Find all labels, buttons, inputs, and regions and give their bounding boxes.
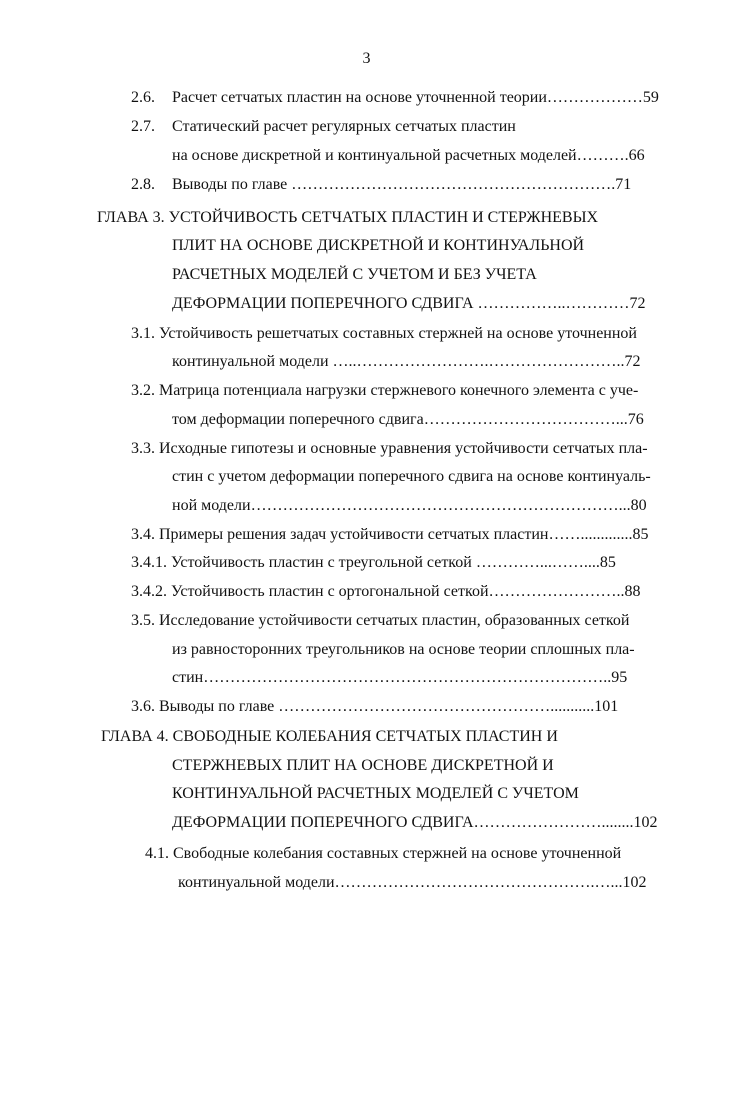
toc-entry-2-7-line1: Статический расчет регулярных сетчатых пластин [172,118,516,135]
chapter-4-heading-line2: СТЕРЖНЕВЫХ ПЛИТ НА ОСНОВЕ ДИСКРЕТНОЙ И [172,757,554,774]
toc-entry-3-3-line1: 3.3. Исходные гипотезы и основные уравнения устойчивости сетчатых пла- [131,440,648,457]
page-number: 3 [362,50,371,67]
toc-entry-2-7-num: 2.7. [131,118,155,135]
toc-entry-3-5-line2: из равносторонних треугольников на основе теории сплошных пла- [172,641,635,658]
chapter-4-heading-line4: ДЕФОРМАЦИИ ПОПЕРЕЧНОГО СДВИГА……………………........102 [172,814,658,831]
toc-entry-3-1-line1: 3.1. Устойчивость решетчатых составных стержней на основе уточненной [131,325,637,342]
toc-entry-3-5-line1: 3.5. Исследование устойчивости сетчатых пластин, образованных сеткой [131,612,630,629]
toc-entry-2-8: Выводы по главе …………………………………………………….71 [172,176,632,193]
chapter-3-heading-line1: ГЛАВА 3. УСТОЙЧИВОСТЬ СЕТЧАТЫХ ПЛАСТИН И СТЕРЖНЕВЫХ [97,209,599,226]
toc-entry-3-4: 3.4. Примеры решения задач устойчивости сетчатых пластин…….............85 [131,526,649,543]
toc-entry-3-4-2: 3.4.2. Устойчивость пластин с ортогональной сеткой……………………..88 [131,583,641,600]
toc-entry-2-6: Расчет сетчатых пластин на основе уточненной теории………………59 [172,89,659,106]
chapter-4-heading-line1: ГЛАВА 4. СВОБОДНЫЕ КОЛЕБАНИЯ СЕТЧАТЫХ ПЛАСТИН И [101,728,558,745]
toc-entry-3-1-line2: континуальной модели …..…………………….……………………..72 [172,353,641,370]
toc-entry-2-8-num: 2.8. [131,176,155,193]
toc-entry-3-3-line3: ной модели……………………………………………………………...80 [172,497,647,514]
chapter-3-heading-line3: РАСЧЕТНЫХ МОДЕЛЕЙ С УЧЕТОМ И БЕЗ УЧЕТА [172,266,537,283]
toc-entry-4-1-line1: 4.1. Свободные колебания составных стержней на основе уточненной [145,845,622,862]
toc-entry-3-2-line2: том деформации поперечного сдвига………………………………...76 [172,411,644,428]
toc-entry-2-7-line2: на основе дискретной и континуальной расчетных моделей……….66 [172,147,645,164]
chapter-3-heading-line2: ПЛИТ НА ОСНОВЕ ДИСКРЕТНОЙ И КОНТИНУАЛЬНОЙ [172,237,585,254]
toc-entry-3-3-line2: стин с учетом деформации поперечного сдвига на основе континуаль- [172,468,651,485]
toc-entry-3-6: 3.6. Выводы по главе ……………………………………………...........101 [131,698,619,715]
chapter-4-heading-line3: КОНТИНУАЛЬНОЙ РАСЧЕТНЫХ МОДЕЛЕЙ С УЧЕТОМ [172,785,579,802]
toc-entry-4-1-line2: континуальной модели………………………………………….…...102 [178,874,647,891]
chapter-3-heading-line4: ДЕФОРМАЦИИ ПОПЕРЕЧНОГО СДВИГА ……………..…………72 [172,295,646,312]
toc-entry-2-6-num: 2.6. [131,89,155,106]
toc-entry-3-4-1: 3.4.1. Устойчивость пластин с треугольной сеткой …………...……....85 [131,554,616,571]
toc-entry-3-2-line1: 3.2. Матрица потенциала нагрузки стержневого конечного элемента с уче- [131,382,639,399]
toc-entry-3-5-line3: стин…………………………………………………………………..95 [172,669,628,686]
